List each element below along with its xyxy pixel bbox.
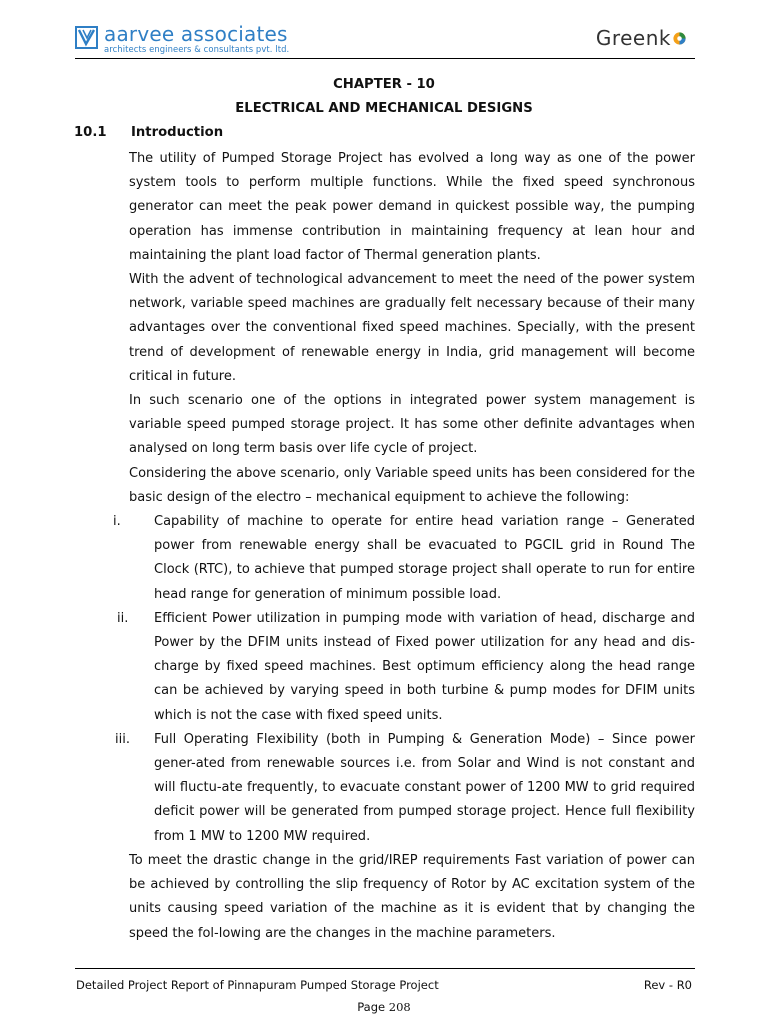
list-item-text: Capability of machine to operate for entire head variation range – Generated power from renewable energy shall be evacuated to PGCIL grid in Round The Clock (RTC), to achieve that pumped storage project shall operate to run for entire head range for generation of minimum possible load. [154,514,695,602]
section-title: Introduction [131,125,224,140]
list-item-number: i. [113,514,121,530]
list-item-number: iii. [115,731,130,747]
page-number-value: 208 [388,1000,411,1014]
list-item [113,510,695,607]
footer-report-title: Detailed Project Report of Pinnapuram Pumped Storage Project [76,978,439,992]
chapter-label: CHAPTER - 10 [333,77,435,92]
aarvee-logo-icon [75,24,99,50]
closing-paragraph: To meet the drastic change in the grid/IREP requirements Fast variation of power can be achieved by controlling the slip frequency of Rotor by AC excitation system of the units causing speed variation of the machine as it is evident that by changing the speed the fol-lowing are the changes in the machine parameters. [129,852,695,941]
page-header [75,22,695,60]
footer-divider [75,968,695,969]
section-number: 10.1 [74,125,107,140]
page-number [0,1000,768,1014]
aarvee-logo [75,24,289,53]
list-item-text: Efficient Power utilization in pumping mode with variation of head, discharge and Power by the DFIM units instead of Fixed power utilization for any head and dis-charge by fixed speed machines. Best optimum efficiency along the head range can be achieved by varying speed in both turbine & pump modes for DFIM units which is not the case with fixed speed units. [154,610,695,723]
paragraph: The utility of Pumped Storage Project has evolved a long way as one of the power system tools to perform multiple functions. While the fixed speed synchronous generator can meet the peak power demand in quickest possible way, the pumping operation has immense contribution in maintaining frequency at lean hour and maintaining the plant load factor of Thermal generation plants. [129,151,695,263]
paragraph: In such scenario one of the options in integrated power system management is variable speed pumped storage project. It has some other definite advantages when analysed on long term basis over life cycle of project. [129,393,695,457]
greenko-logo-text: Greenk [595,26,671,50]
list-item-number: ii. [117,610,129,626]
list-item [117,607,695,728]
page-label: Page [357,1000,386,1014]
chapter-title: ELECTRICAL AND MECHANICAL DESIGNS [235,101,533,116]
greenko-logo [596,26,687,50]
company-tagline: architects engineers & consultants pvt. ltd. [104,44,290,54]
greenko-o-icon [672,31,687,46]
paragraph: With the advent of technological advancement to meet the need of the power system network, variable speed machines are gradually felt necessary because of their many advantages over the conventional fixed speed machines. Specially, with the present trend of development of renewable energy in India, grid management will become critical in future. [129,272,695,384]
header-divider [75,58,695,59]
company-name: aarvee associates [104,22,288,46]
footer-revision: Rev - R0 [643,978,692,992]
list-item [115,728,695,849]
list-item-text: Full Operating Flexibility (both in Pumping & Generation Mode) – Since power gener-ated from renewable sources i.e. from Solar and Wind is not constant and will fluctu-ate frequently, to evacuate constant power of 1200 MW to grid required deficit power will be generated from pumped storage project. Hence full flexibility from 1 MW to 1200 MW required. [154,731,695,844]
objectives-list [113,510,695,849]
paragraph: Considering the above scenario, only Variable speed units has been considered for the basic design of the electro – mechanical equipment to achieve the following: [129,465,695,505]
body-text [113,147,695,946]
